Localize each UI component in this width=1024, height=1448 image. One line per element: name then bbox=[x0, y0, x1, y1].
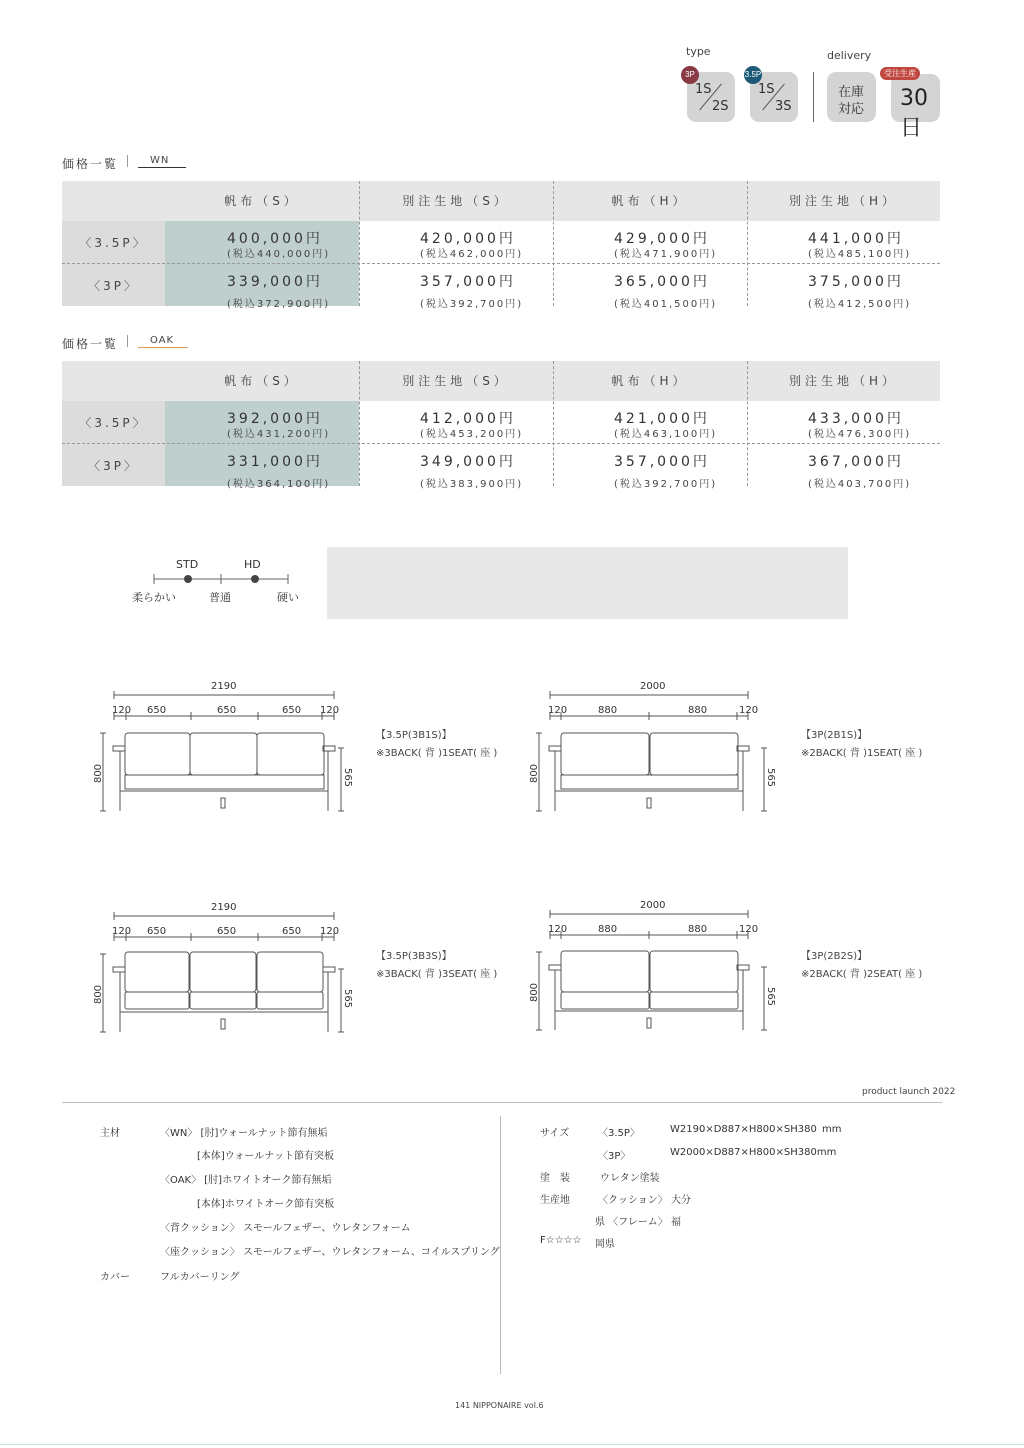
stock-line1: 在庫 bbox=[838, 85, 865, 100]
dim-segment: 650 bbox=[217, 926, 237, 937]
row-label: 〈3.5P〉 bbox=[79, 416, 148, 430]
column-divider bbox=[359, 181, 360, 306]
dim-segment: 880 bbox=[688, 924, 708, 935]
spec-origin-line3: 岡県 bbox=[595, 1239, 615, 1250]
wood-tag-underline-oak bbox=[138, 347, 188, 348]
price-table-wn bbox=[62, 181, 940, 310]
spec-size-35p: 〈3.5P〉 bbox=[598, 1128, 640, 1139]
delivery-days: 30日 bbox=[900, 86, 928, 141]
tax-cell: (税込463,100円) bbox=[614, 429, 718, 440]
price-cell: 392,000円 bbox=[227, 411, 323, 427]
column-header: 帆布（H） bbox=[611, 194, 689, 208]
price-cell: 400,000円 bbox=[227, 231, 323, 247]
dim-height: 800 bbox=[529, 763, 541, 784]
drawing-model: 【3P(2B2S)】 bbox=[801, 951, 868, 962]
drawing-model: 【3.5P(3B3S)】 bbox=[376, 951, 452, 962]
wood-tag-oak: OAK bbox=[150, 335, 175, 346]
price-cell: 441,000円 bbox=[808, 231, 904, 247]
column-header: 別注生地（S） bbox=[402, 194, 510, 208]
sofa-drawing-3p-2b2s bbox=[528, 897, 783, 1037]
badge-35p-top: 1S bbox=[758, 82, 775, 97]
spec-size-label: サイズ bbox=[540, 1128, 570, 1139]
dim-segment: 120 bbox=[320, 926, 340, 937]
dim-height: 800 bbox=[93, 763, 105, 784]
spec-origin-line2: 県 〈フレーム〉 福 bbox=[595, 1217, 681, 1228]
dim-seat-height: 565 bbox=[765, 986, 777, 1007]
column-header: 別注生地（H） bbox=[788, 374, 899, 388]
dim-segment: 120 bbox=[112, 926, 132, 937]
spec-paint-label: 塗 装 bbox=[540, 1173, 570, 1184]
made-to-order-badge bbox=[891, 74, 940, 141]
dim-segment: 120 bbox=[548, 705, 568, 716]
row-divider bbox=[62, 263, 940, 264]
spec-oak-line1: 〈OAK〉 [肘]ホワイトオーク節有無垢 bbox=[160, 1175, 332, 1186]
tax-cell: (税込412,500円) bbox=[808, 299, 912, 310]
sofa-drawing-svg bbox=[528, 678, 783, 818]
delivery-label: delivery bbox=[827, 49, 872, 62]
product-launch: product launch 2022 bbox=[862, 1087, 956, 1097]
tax-cell: (税込403,700円) bbox=[808, 479, 912, 490]
spec-wn-line2: [本体]ウォールナット節有突板 bbox=[197, 1151, 335, 1162]
drawing-caption bbox=[376, 948, 497, 984]
spec-size-3p-value: W2000×D887×H800×SH380mm bbox=[670, 1147, 837, 1158]
spec-seat-cushion: 〈座クッション〉 スモールフェザー、ウレタンフォーム、コイルスプリング bbox=[160, 1247, 500, 1258]
title-separator bbox=[127, 335, 128, 347]
column-divider bbox=[747, 361, 748, 486]
tax-cell: (税込383,900円) bbox=[420, 479, 524, 490]
row-divider bbox=[62, 443, 940, 444]
scale-soft-label: 柔らかい bbox=[132, 591, 176, 604]
dim-segment: 120 bbox=[739, 924, 759, 935]
tax-cell: (税込431,200円) bbox=[227, 429, 331, 440]
spec-size-35p-value: W2190×D887×H800×SH380 bbox=[670, 1124, 817, 1135]
row-label: 〈3.5P〉 bbox=[79, 236, 148, 250]
price-cell: 365,000円 bbox=[614, 274, 710, 290]
sofa-drawing-35p-3b3s bbox=[95, 899, 360, 1039]
scale-normal-label: 普通 bbox=[209, 591, 231, 604]
column-divider bbox=[553, 181, 554, 306]
drawing-config: ※2BACK( 背 )1SEAT( 座 ) bbox=[801, 748, 923, 759]
drawing-model: 【3P(2B1S)】 bbox=[801, 730, 868, 741]
scale-std-label: STD bbox=[176, 558, 199, 571]
tax-cell: (税込440,000円) bbox=[227, 249, 331, 260]
spec-oak-line2: [本体]ホワイトオーク節有突板 bbox=[197, 1199, 335, 1210]
drawing-caption bbox=[376, 727, 497, 763]
spec-cover-label: カバー bbox=[100, 1272, 130, 1283]
price-cell: 421,000円 bbox=[614, 411, 710, 427]
spec-size-unit: mm bbox=[822, 1124, 842, 1135]
badge-3p-top: 1S bbox=[695, 82, 712, 97]
dim-seat-height: 565 bbox=[342, 767, 354, 788]
specs-divider bbox=[500, 1116, 501, 1374]
tax-cell: (税込471,900円) bbox=[614, 249, 718, 260]
wood-tag-underline-wn bbox=[138, 167, 186, 168]
dim-segment: 880 bbox=[598, 705, 618, 716]
dim-segment: 650 bbox=[282, 926, 302, 937]
bottom-rule bbox=[0, 1444, 1024, 1445]
price-cell: 412,000円 bbox=[420, 411, 516, 427]
tax-cell: (税込364,100円) bbox=[227, 479, 331, 490]
price-list-title-oak: 価格一覧 bbox=[62, 337, 119, 351]
hd-marker bbox=[251, 575, 259, 583]
drawing-config: ※3BACK( 背 )1SEAT( 座 ) bbox=[376, 748, 498, 759]
specs-top-rule bbox=[62, 1102, 942, 1103]
title-separator bbox=[127, 155, 128, 167]
badge-3p-tag: 3P bbox=[681, 66, 699, 84]
dim-segment: 120 bbox=[739, 705, 759, 716]
tax-cell: (税込372,900円) bbox=[227, 299, 331, 310]
price-cell: 357,000円 bbox=[420, 274, 516, 290]
dim-segment: 880 bbox=[598, 924, 618, 935]
price-cell: 420,000円 bbox=[420, 231, 516, 247]
tax-cell: (税込476,300円) bbox=[808, 429, 912, 440]
badge-3p-bottom: 2S bbox=[712, 99, 729, 114]
column-header: 帆布（S） bbox=[224, 374, 300, 388]
dim-width: 2190 bbox=[211, 681, 237, 692]
tax-cell: (税込401,500円) bbox=[614, 299, 718, 310]
dim-segment: 120 bbox=[112, 705, 132, 716]
stock-badge bbox=[827, 72, 876, 122]
column-divider bbox=[359, 361, 360, 486]
badge-35p-bottom: 3S bbox=[775, 99, 792, 114]
spec-wn-line1: 〈WN〉 [肘]ウォールナット節有無垢 bbox=[160, 1128, 328, 1139]
price-cell: 349,000円 bbox=[420, 454, 516, 470]
tax-cell: (税込462,000円) bbox=[420, 249, 524, 260]
type-label: type bbox=[686, 45, 711, 58]
row-label: 〈3P〉 bbox=[88, 459, 139, 473]
stock-line2: 対応 bbox=[838, 102, 865, 117]
std-marker bbox=[184, 575, 192, 583]
sofa-drawing-35p-3b1s bbox=[95, 678, 360, 818]
drawing-config: ※2BACK( 背 )2SEAT( 座 ) bbox=[801, 969, 923, 980]
scale-hard-label: 硬い bbox=[277, 591, 299, 604]
dim-width: 2000 bbox=[640, 900, 666, 911]
scale-hd-label: HD bbox=[244, 558, 261, 571]
header-divider bbox=[813, 72, 814, 122]
dim-width: 2190 bbox=[211, 902, 237, 913]
tax-cell: (税込485,100円) bbox=[808, 249, 912, 260]
tax-cell: (税込453,200円) bbox=[420, 429, 524, 440]
price-cell: 339,000円 bbox=[227, 274, 323, 290]
drawing-config: ※3BACK( 背 )3SEAT( 座 ) bbox=[376, 969, 498, 980]
dim-segment: 650 bbox=[217, 705, 237, 716]
column-header: 別注生地（S） bbox=[402, 374, 510, 388]
spec-back-cushion: 〈背クッション〉 スモールフェザー、ウレタンフォーム bbox=[160, 1223, 411, 1234]
price-cell: 375,000円 bbox=[808, 274, 904, 290]
tax-cell: (税込392,700円) bbox=[614, 479, 718, 490]
dim-width: 2000 bbox=[640, 681, 666, 692]
dim-seat-height: 565 bbox=[342, 988, 354, 1009]
dim-segment: 120 bbox=[548, 924, 568, 935]
price-cell: 429,000円 bbox=[614, 231, 710, 247]
dim-seat-height: 565 bbox=[765, 767, 777, 788]
price-table-oak bbox=[62, 361, 940, 490]
sofa-drawing-svg bbox=[95, 678, 360, 818]
spec-origin-label: 生産地 bbox=[540, 1195, 570, 1206]
made-to-order-pill: 受注生産 bbox=[880, 67, 920, 80]
price-cell: 433,000円 bbox=[808, 411, 904, 427]
spec-cover-value: フルカバーリング bbox=[160, 1272, 240, 1283]
column-divider bbox=[553, 361, 554, 486]
badge-35p-tag: 3.5P bbox=[744, 66, 762, 84]
spec-origin-line1: 〈クッション〉 大分 bbox=[598, 1195, 691, 1206]
column-header: 別注生地（H） bbox=[788, 194, 899, 208]
dim-height: 800 bbox=[529, 982, 541, 1003]
dim-segment: 880 bbox=[688, 705, 708, 716]
dim-segment: 650 bbox=[282, 705, 302, 716]
drawing-model: 【3.5P(3B1S)】 bbox=[376, 730, 452, 741]
column-divider bbox=[747, 181, 748, 306]
drawing-caption bbox=[801, 948, 922, 984]
dim-height: 800 bbox=[93, 984, 105, 1005]
sofa-drawing-3p-2b1s bbox=[528, 678, 783, 818]
wood-tag-wn: WN bbox=[150, 155, 170, 166]
column-header: 帆布（H） bbox=[611, 374, 689, 388]
spec-material-label: 主材 bbox=[100, 1128, 120, 1139]
sofa-drawing-svg bbox=[528, 897, 783, 1037]
dim-segment: 650 bbox=[147, 705, 167, 716]
price-cell: 357,000円 bbox=[614, 454, 710, 470]
column-header: 帆布（S） bbox=[224, 194, 300, 208]
price-cell: 367,000円 bbox=[808, 454, 904, 470]
price-list-title-wn: 価格一覧 bbox=[62, 157, 119, 171]
dim-segment: 650 bbox=[147, 926, 167, 937]
sofa-drawing-svg bbox=[95, 899, 360, 1039]
spec-size-3p: 〈3P〉 bbox=[598, 1151, 631, 1162]
drawing-caption bbox=[801, 727, 922, 763]
spec-paint-value: ウレタン塗装 bbox=[600, 1173, 660, 1184]
image-placeholder bbox=[327, 547, 848, 619]
firmness-scale bbox=[148, 572, 294, 588]
dim-segment: 120 bbox=[320, 705, 340, 716]
row-label: 〈3P〉 bbox=[88, 279, 139, 293]
price-cell: 331,000円 bbox=[227, 454, 323, 470]
tax-cell: (税込392,700円) bbox=[420, 299, 524, 310]
page-footer: 141 NIPPONAIRE vol.6 bbox=[455, 1401, 544, 1410]
spec-fstar: F☆☆☆☆ bbox=[540, 1235, 582, 1246]
